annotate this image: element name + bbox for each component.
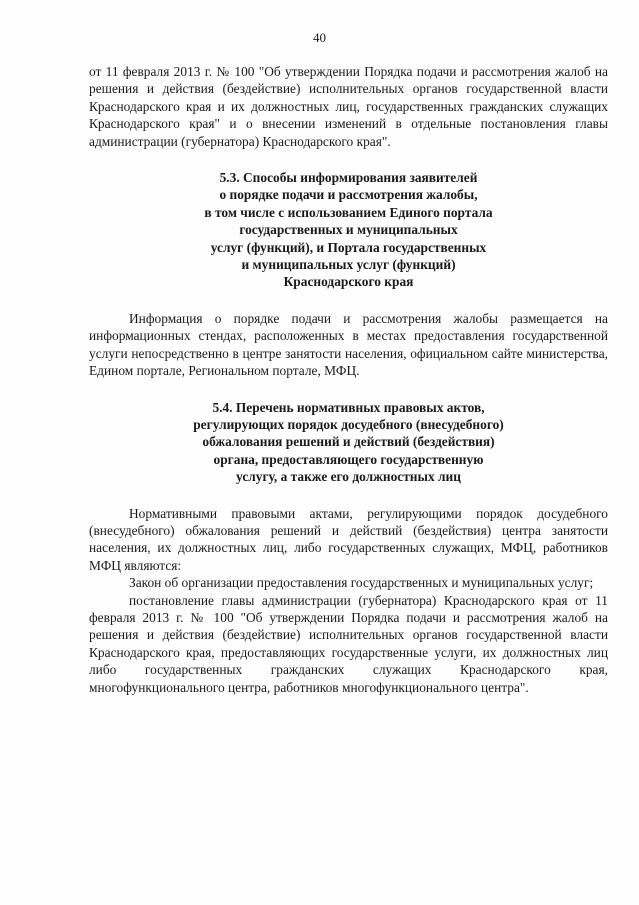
heading-line: регулирующих порядок досудебного (внесудебного) [193,416,504,432]
heading-line: обжалования решений и действий (бездействия) [202,434,495,450]
page-number: 40 [313,30,326,45]
heading-line: в том числе с использованием Единого портала [204,204,493,220]
heading-line: Краснодарского края [283,274,414,290]
heading-line: услугу, а также его должностных лиц [236,469,461,485]
section-5-4-heading [89,399,608,486]
heading-line: и муниципальных услуг (функций) [241,257,456,273]
heading-line: государственных и муниципальных [239,222,458,238]
section-5-4-paragraph: Закон об организации предоставления государственных и муниципальных услуг; [129,575,594,591]
heading-line: органа, предоставляющего государственную [213,451,484,467]
heading-line: 5.4. Перечень нормативных правовых актов, [212,399,485,415]
heading-line: 5.3. Способы информирования заявителей [219,170,478,186]
document-body [89,63,608,696]
heading-line: о порядке подачи и рассмотрения жалобы, [219,187,478,203]
section-5-3-heading [89,169,608,291]
section-5-4-paragraph: Нормативными правовыми актами, регулирующими порядок досудебного (внесудебного) обжалования решений и действий (бездействия) центра занятости населения, их должностных лиц, либо государственных служащих, МФЦ, работников МФЦ являются: [89,505,608,573]
section-5-3-paragraph: Информация о порядке подачи и рассмотрения жалобы размещается на информационных стендах, расположенных в местах предоставления государственной услуги непосредственно в центре занятости населения, официальном сайте министерства, Едином портале, Региональном портале, МФЦ. [89,310,608,379]
intro-paragraph: от 11 февраля 2013 г. № 100 "Об утверждении Порядка подачи и рассмотрения жалоб на решения и действия (бездействие) исполнительных органов государственной власти Краснодарского края и их должностных лиц, государственных гражданских служащих Краснодарского края" и о внесении изменений в отдельные постановления главы администрации (губернатора) Краснодарского края". [89,64,608,149]
heading-line: услуг (функций), и Портала государственных [210,239,487,255]
section-5-4-paragraph: постановление главы администрации (губернатора) Краснодарского края от 11 февраля 2013 г. № 100 "Об утверждении Порядка подачи и рассмотрения жалоб на решения и действия (бездействие) исполнительных органов государственной власти Краснодарского края, предоставляющих государственные услуги, их должностных лиц либо государственных гражданских служащих Краснодарского края, многофункционального центра, работников многофункционального центра". [89,592,608,695]
